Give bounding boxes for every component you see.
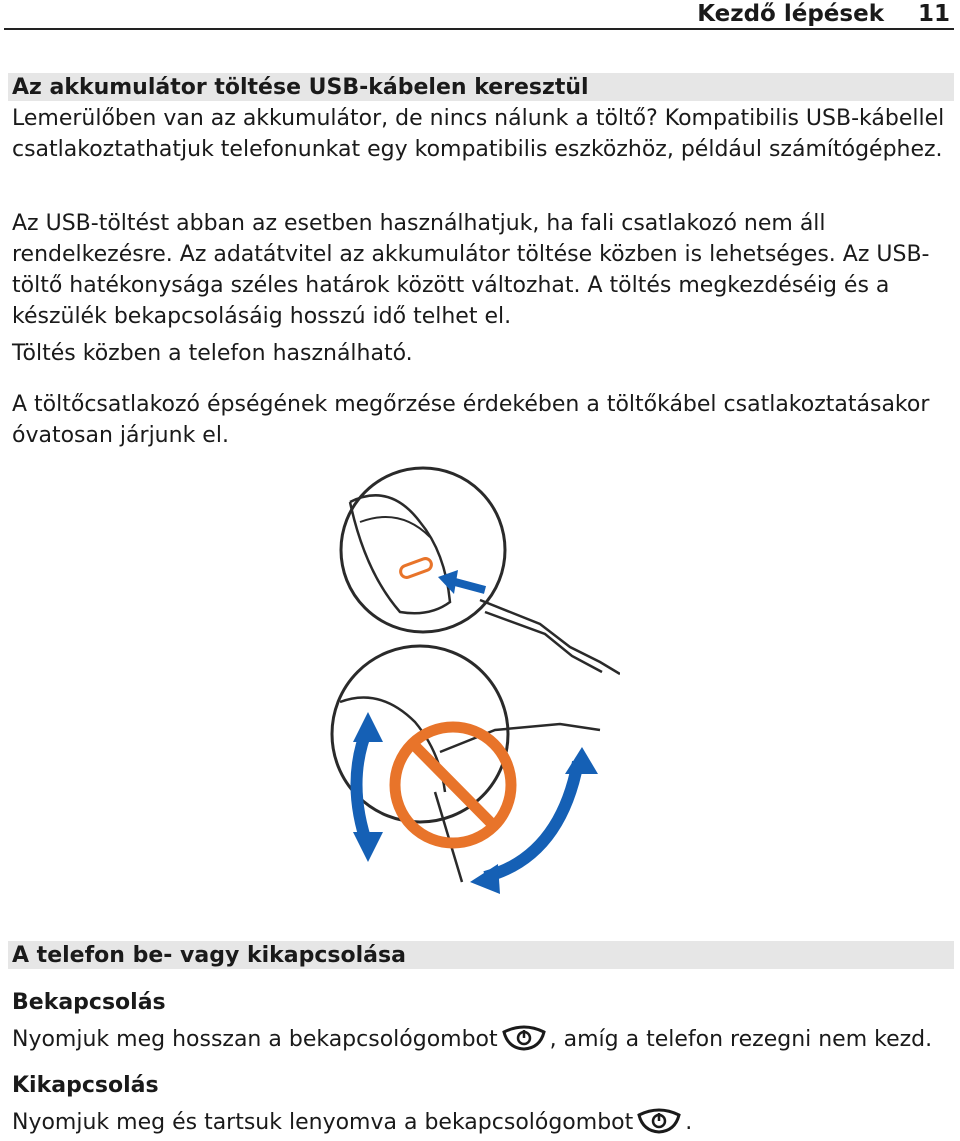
paragraph-care-warning: A töltőcsatlakozó épségének megőrzése érdekében a töltőkábel csatlakoztatásakor óvatosan járjunk el. xyxy=(12,392,930,448)
usb-charging-figure xyxy=(320,462,620,922)
paragraph-usb-charging: Az USB-töltést abban az esetben használhatjuk, ha fali csatlakozó nem áll rendelkezésre. Az adatátvitel az akkumulátor töltése közben is lehetséges. Az USB-töltő hatékonysága széles határok között változhat. A töltés megkezdéséig és a készülék bekapcsolásáig hosszú idő telhet el. xyxy=(12,211,930,329)
page-header xyxy=(4,0,954,30)
paragraph-intro: Lemerülőben van az akkumulátor, de nincs nálunk a töltő? Kompatibilis USB-kábellel csatlakoztathatjuk telefonunkat egy kompatibilis eszközhöz, például számítógéphez. xyxy=(12,106,945,162)
section-heading-text: A telefon be- vagy kikapcsolása xyxy=(12,943,406,968)
power-key-icon xyxy=(500,1022,548,1058)
instruction-text: , amíg a telefon rezegni nem kezd. xyxy=(549,1027,933,1052)
section-heading-text: Az akkumulátor töltése USB-kábelen keresztül xyxy=(12,75,589,100)
usb-cable-icon xyxy=(480,600,620,674)
power-key-icon xyxy=(635,1105,683,1141)
subheading-power-on: Bekapcsolás xyxy=(12,990,166,1015)
phone-usb-port-icon xyxy=(341,468,505,632)
instruction-power-on xyxy=(12,1022,932,1058)
instruction-text: Nyomjuk meg és tartsuk lenyomva a bekapcsológombot xyxy=(12,1110,634,1135)
instruction-text: Nyomjuk meg hosszan a bekapcsológombot xyxy=(12,1027,498,1052)
instruction-power-off xyxy=(12,1105,692,1141)
charging-illustration xyxy=(320,462,620,922)
header-title: Kezdő lépések xyxy=(697,1,884,27)
subheading-power-off: Kikapcsolás xyxy=(12,1073,159,1098)
page-number: 11 xyxy=(917,1,950,27)
section-heading-power xyxy=(8,941,954,969)
paragraph-use-while-charging: Töltés közben a telefon használható. xyxy=(12,341,413,366)
instruction-text: . xyxy=(685,1110,693,1135)
section-heading-usb-charging xyxy=(8,73,954,101)
